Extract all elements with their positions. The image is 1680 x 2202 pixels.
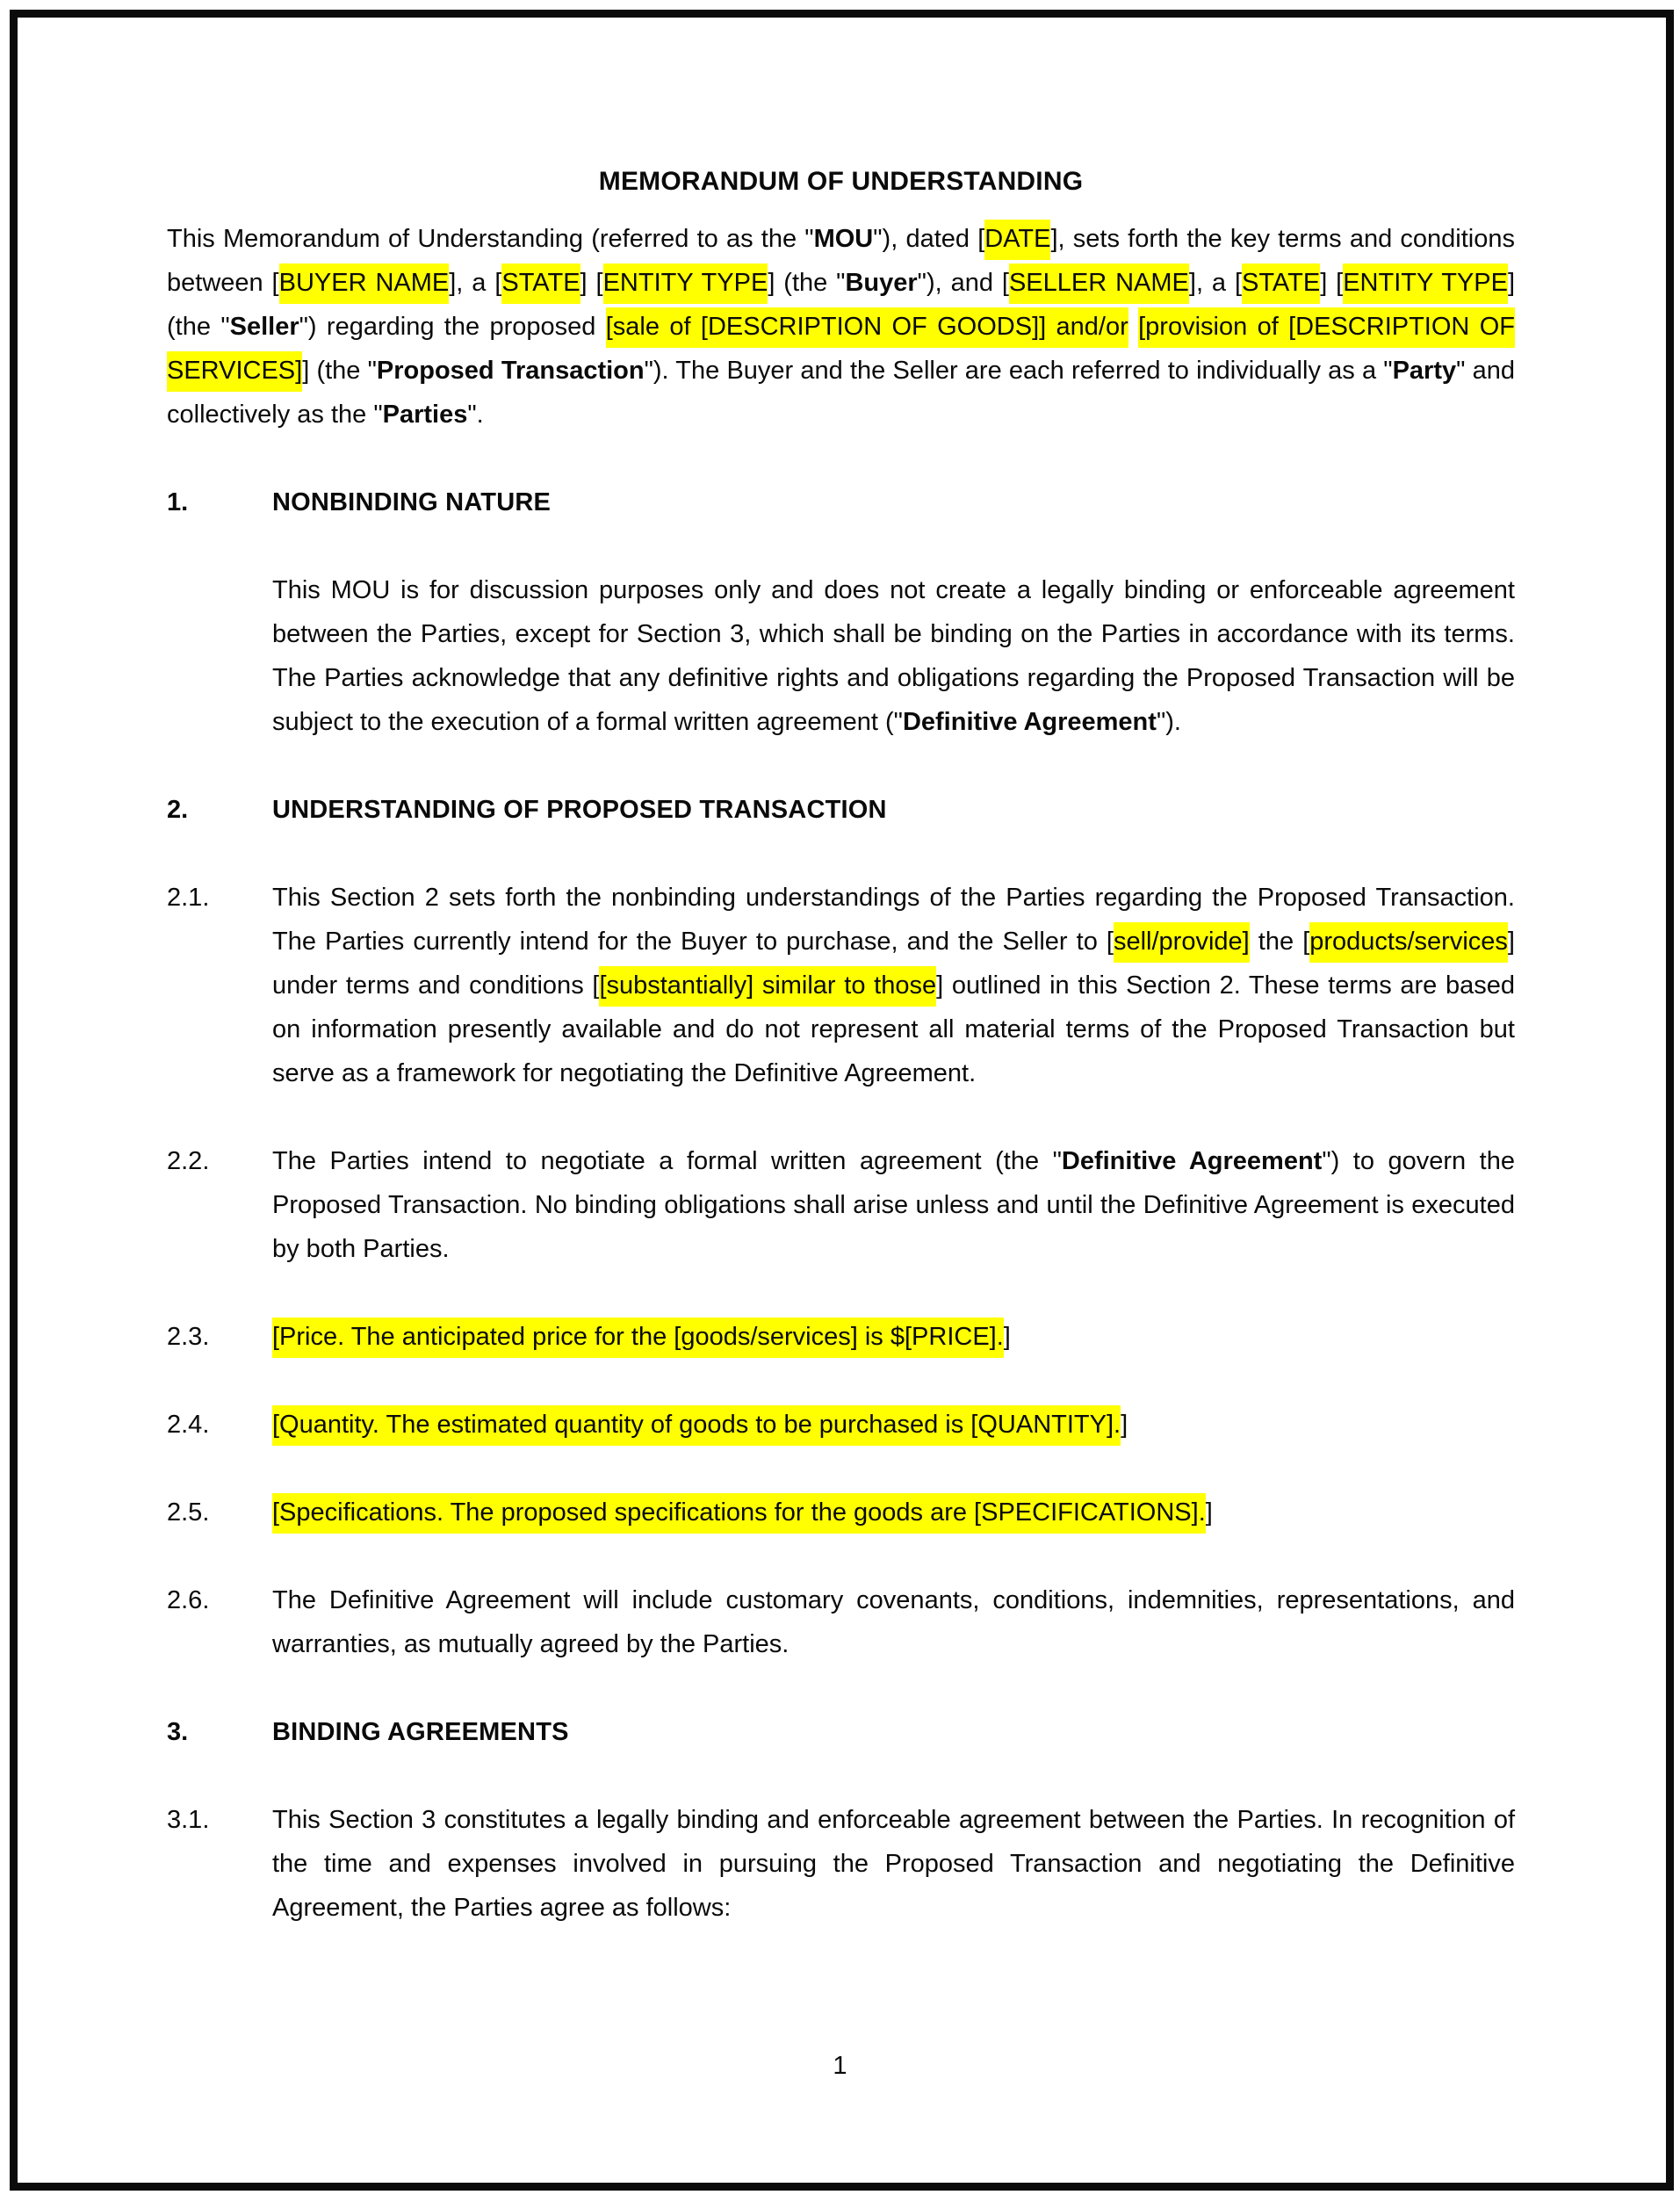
text-run: ] outlined in this Section 2. These terms are based on information presently available and do not represent all material terms of the Proposed Transaction but serve as a framework for negotiating the Definitive Agreement. bbox=[272, 971, 1515, 1087]
clause-2-6-paragraph bbox=[272, 1578, 1515, 1666]
clause-2-4-row bbox=[167, 1403, 1515, 1447]
text-run: ] [ bbox=[1320, 269, 1344, 297]
text-run: The Definitive Agreement will include customary covenants, conditions, indemnities, representations, and warranties, as mutually agreed by the Parties. bbox=[272, 1586, 1515, 1658]
highlighted-text: [Quantity. The estimated quantity of goods to be purchased is [QUANTITY]. bbox=[272, 1405, 1121, 1446]
highlighted-text: ENTITY TYPE bbox=[1343, 264, 1508, 304]
highlighted-text: STATE bbox=[1242, 264, 1320, 304]
section-1-paragraph bbox=[272, 568, 1515, 744]
highlighted-text: [substantially] similar to those bbox=[599, 966, 936, 1007]
clause-2-2-number: 2.2. bbox=[167, 1147, 210, 1175]
clause-2-1-number: 2.1. bbox=[167, 884, 210, 912]
text-run: ] under terms and conditions [ bbox=[272, 928, 1515, 1000]
clause-2-5-number: 2.5. bbox=[167, 1498, 210, 1527]
highlighted-text: ENTITY TYPE bbox=[603, 264, 768, 304]
clause-3-1-row bbox=[167, 1798, 1515, 1930]
highlighted-text: STATE bbox=[501, 264, 580, 304]
clause-2-5-paragraph bbox=[272, 1491, 1515, 1534]
text-run: ] (the " bbox=[167, 269, 1516, 341]
page-number: 1 bbox=[833, 2052, 847, 2080]
section-2-heading bbox=[167, 788, 1515, 832]
bold-text: Buyer bbox=[845, 269, 918, 297]
clause-2-6-row bbox=[167, 1578, 1515, 1666]
section-1-heading bbox=[167, 480, 1515, 524]
clause-2-3-row bbox=[167, 1315, 1515, 1359]
bold-text: Seller bbox=[229, 313, 299, 341]
text-run: ], a [ bbox=[1188, 269, 1243, 297]
text-run: the [ bbox=[1249, 928, 1310, 956]
page-content bbox=[167, 160, 1515, 1930]
clause-2-4-number: 2.4. bbox=[167, 1411, 210, 1439]
text-run: "), and [ bbox=[917, 269, 1009, 297]
clause-2-4-paragraph bbox=[272, 1403, 1515, 1447]
clause-2-2-row bbox=[167, 1139, 1515, 1271]
text-run: This Section 2 sets forth the nonbinding understandings of the Parties regarding the Proposed Transaction. The Parties currently intend for the Buyer to purchase, and the Seller to [ bbox=[272, 884, 1515, 956]
bold-text: Definitive Agreement bbox=[902, 708, 1157, 736]
text-run: ") regarding the proposed bbox=[299, 313, 606, 341]
intro-paragraph bbox=[167, 217, 1515, 437]
section-1-heading-text: NONBINDING NATURE bbox=[272, 488, 552, 516]
text-run: "), dated [ bbox=[873, 225, 985, 253]
text-run: "). The Buyer and the Seller are each referred to individually as a " bbox=[644, 357, 1393, 385]
bold-text: Parties bbox=[382, 401, 468, 429]
text-run: This Memorandum of Understanding (referred to as the " bbox=[167, 225, 814, 253]
text-run bbox=[1128, 313, 1138, 341]
text-run: ] [ bbox=[580, 269, 603, 297]
highlighted-text: [sale of [DESCRIPTION OF GOODS]] and/or bbox=[606, 307, 1128, 348]
section-2-heading-text: UNDERSTANDING OF PROPOSED TRANSACTION bbox=[272, 796, 887, 824]
highlighted-text: sell/provide] bbox=[1114, 922, 1250, 963]
text-run: The Parties intend to negotiate a formal written agreement (the " bbox=[272, 1147, 1062, 1175]
clause-2-1-paragraph bbox=[272, 876, 1515, 1095]
text-run: ] bbox=[1003, 1323, 1011, 1351]
section-1-paragraph-row bbox=[167, 568, 1515, 744]
section-2-number: 2. bbox=[167, 796, 189, 824]
clause-2-5-row bbox=[167, 1491, 1515, 1534]
text-run: ] (the " bbox=[768, 269, 846, 297]
highlighted-text: DATE bbox=[984, 220, 1050, 260]
text-run: ], a [ bbox=[449, 269, 502, 297]
clause-2-3-number: 2.3. bbox=[167, 1323, 210, 1351]
highlighted-text: products/services bbox=[1309, 922, 1508, 963]
highlighted-text: [Specifications. The proposed specifications for the goods are [SPECIFICATIONS]. bbox=[272, 1493, 1206, 1534]
text-run: ] bbox=[1205, 1498, 1213, 1527]
highlighted-text: BUYER NAME bbox=[279, 264, 450, 304]
section-1-number: 1. bbox=[167, 488, 189, 516]
clause-2-1-row bbox=[167, 876, 1515, 1095]
text-run: ". bbox=[467, 401, 484, 429]
section-3-number: 3. bbox=[167, 1718, 189, 1746]
clause-3-1-number: 3.1. bbox=[167, 1806, 210, 1834]
text-run: ] (the " bbox=[302, 357, 377, 385]
clause-2-6-number: 2.6. bbox=[167, 1586, 210, 1614]
clause-3-1-paragraph bbox=[272, 1798, 1515, 1930]
highlighted-text: [provision of [DESCRIPTION OF SERVICES] bbox=[167, 307, 1515, 392]
text-run: ") to govern the Proposed Transaction. No binding obligations shall arise unless and until the Definitive Agreement is executed by both Parties. bbox=[272, 1147, 1515, 1263]
section-3-heading bbox=[167, 1710, 1515, 1754]
bold-text: MOU bbox=[813, 225, 874, 253]
text-run: This MOU is for discussion purposes only and does not create a legally binding or enforceable agreement between the Parties, except for Section 3, which shall be binding on the Parties in accordance with its terms. The Parties acknowledge that any definitive rights and obligations regarding the Proposed Transaction will be subject to the execution of a formal written agreement (" bbox=[272, 576, 1515, 736]
text-run: ] bbox=[1121, 1411, 1128, 1439]
text-run: "). bbox=[1156, 708, 1181, 736]
clause-2-3-paragraph bbox=[272, 1315, 1515, 1359]
bold-text: Proposed Transaction bbox=[376, 357, 645, 385]
bold-text: Definitive Agreement bbox=[1061, 1147, 1323, 1175]
text-run: ], sets forth the key terms and conditions between [ bbox=[167, 225, 1516, 297]
text-run: " and collectively as the " bbox=[167, 357, 1515, 429]
document-title: MEMORANDUM OF UNDERSTANDING bbox=[598, 167, 1084, 196]
bold-text: Party bbox=[1392, 357, 1457, 385]
highlighted-text: [Price. The anticipated price for the [goods/services] is $[PRICE]. bbox=[272, 1318, 1004, 1358]
highlighted-text: SELLER NAME bbox=[1009, 264, 1189, 304]
text-run: This Section 3 constitutes a legally binding and enforceable agreement between the Parties. In recognition of the time and expenses involved in pursuing the Proposed Transaction and negotiating the Definitive Agreement, the Parties agree as follows: bbox=[272, 1806, 1515, 1922]
clause-2-2-paragraph bbox=[272, 1139, 1515, 1271]
section-3-heading-text: BINDING AGREEMENTS bbox=[272, 1718, 569, 1746]
